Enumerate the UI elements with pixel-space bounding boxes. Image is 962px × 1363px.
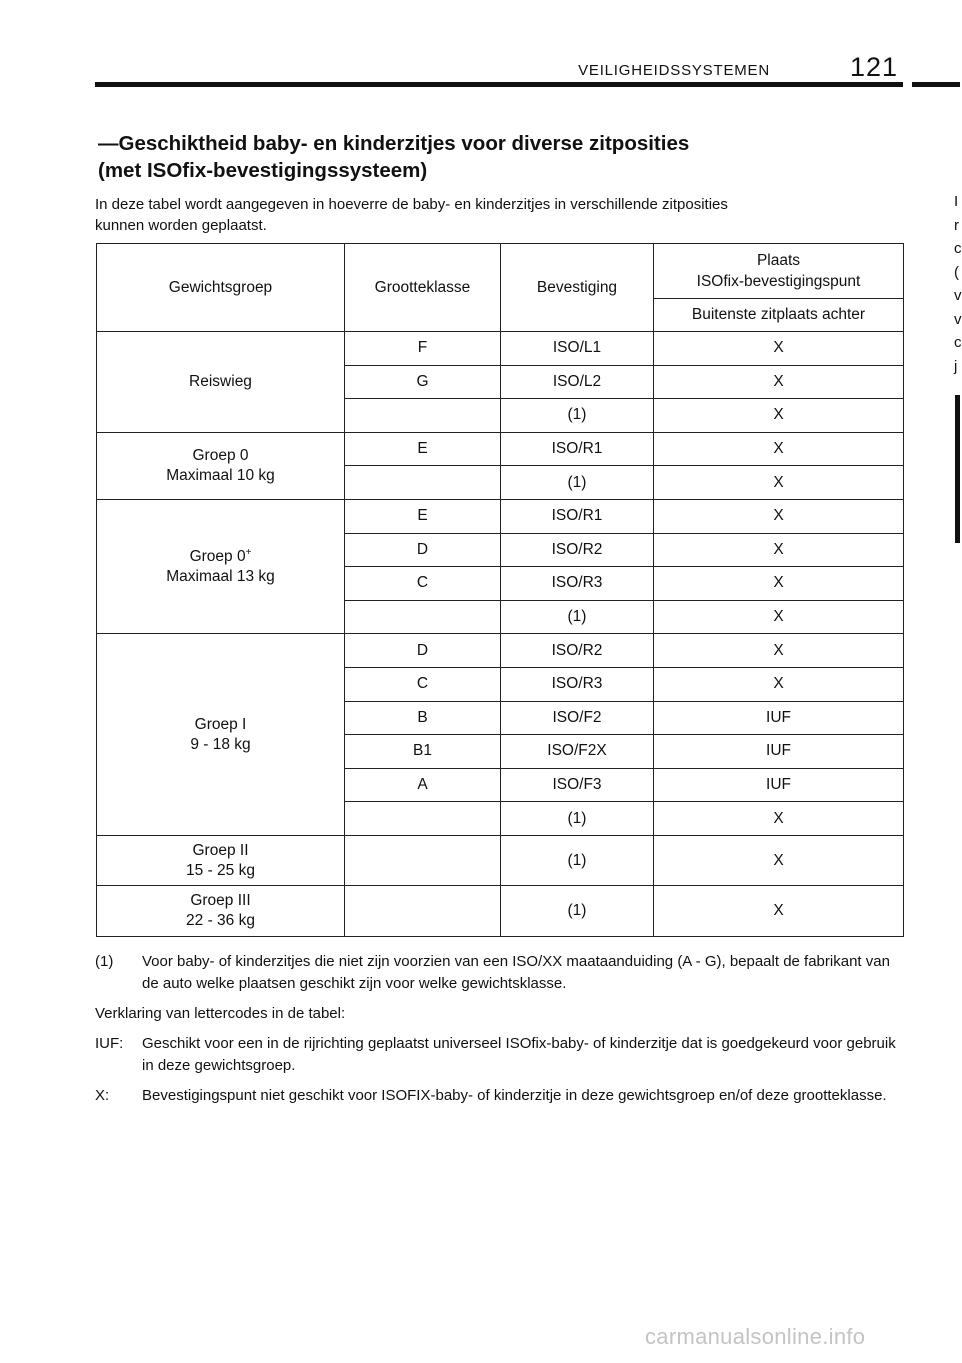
edge-letter: (	[954, 263, 959, 281]
weight-group-range: 9 - 18 kg	[190, 735, 251, 753]
weight-group-range: Maximaal 10 kg	[166, 466, 275, 484]
legend-title: Verklaring van lettercodes in de tabel:	[95, 1005, 346, 1022]
table-body	[97, 332, 904, 937]
suitability-cell: X	[654, 802, 904, 836]
suitability-cell: X	[654, 365, 904, 399]
size-class-cell: D	[345, 533, 501, 567]
weight-group-name	[101, 715, 340, 735]
weight-group-name-text: Groep III	[190, 892, 251, 910]
suitability-cell: X	[654, 332, 904, 366]
intro-paragraph	[95, 194, 895, 236]
footnotes	[95, 951, 905, 1107]
footnote-1-key: (1)	[95, 953, 114, 970]
fixture-cell: (1)	[501, 802, 654, 836]
suitability-cell: X	[654, 533, 904, 567]
suitability-cell: X	[654, 886, 904, 937]
intro-line-1: In deze tabel wordt aangegeven in hoeverre de baby- en kinderzitjes in verschillende zitposities	[95, 196, 728, 213]
suitability-cell: X	[654, 634, 904, 668]
weight-group-range: Maximaal 13 kg	[166, 567, 275, 585]
footnote-1-text: Voor baby- of kinderzitjes die niet zijn voorzien van een ISO/XX maataanduiding (A - G), bepaalt de fabrikant van de auto welke plaatsen geschikt zijn voor welke gewichtsklasse.	[142, 953, 890, 992]
fixture-cell: (1)	[501, 399, 654, 433]
edge-letter: r	[954, 216, 959, 234]
legend-x-key: X:	[95, 1087, 110, 1104]
size-class-cell	[345, 835, 501, 886]
size-class-cell: B1	[345, 735, 501, 769]
size-class-cell: G	[345, 365, 501, 399]
fixture-cell: ISO/R2	[501, 533, 654, 567]
isofix-suitability-table	[96, 243, 904, 937]
fixture-cell: ISO/R3	[501, 667, 654, 701]
fixture-cell: ISO/L1	[501, 332, 654, 366]
header-place-line-1: Plaats	[756, 252, 801, 269]
edge-letter: j	[954, 357, 958, 375]
suitability-cell: IUF	[654, 701, 904, 735]
section-heading	[98, 130, 858, 184]
weight-group-cell	[97, 634, 345, 836]
edge-letter: c	[954, 240, 962, 257]
fixture-cell: ISO/R1	[501, 432, 654, 466]
weight-group-superscript: +	[245, 546, 252, 558]
next-page-edge-letters	[954, 190, 960, 378]
suitability-cell: IUF	[654, 735, 904, 769]
size-class-cell	[345, 802, 501, 836]
suitability-cell: X	[654, 667, 904, 701]
suitability-cell: X	[654, 600, 904, 634]
legend-iuf	[95, 1033, 905, 1077]
header-position: Buitenste zitplaats achter	[654, 299, 904, 332]
fixture-cell: (1)	[501, 600, 654, 634]
fixture-cell: ISO/L2	[501, 365, 654, 399]
table-row	[97, 499, 904, 533]
header-size-class: Grootteklasse	[345, 244, 501, 332]
table-row	[97, 432, 904, 466]
edge-letter: v	[954, 310, 962, 328]
weight-group-name-text: Reiswieg	[189, 372, 252, 390]
fixture-cell: ISO/F2	[501, 701, 654, 735]
weight-group-name-text: Groep 0	[189, 547, 246, 565]
header-rule	[95, 82, 903, 87]
fixture-cell: ISO/R1	[501, 499, 654, 533]
fixture-cell: (1)	[501, 886, 654, 937]
weight-group-cell	[97, 835, 345, 886]
weight-group-range: 15 - 25 kg	[186, 861, 255, 879]
weight-group-name	[101, 547, 340, 567]
edge-letter: v	[954, 287, 962, 304]
weight-group-cell	[97, 499, 345, 633]
fixture-cell: ISO/R2	[501, 634, 654, 668]
size-class-cell: F	[345, 332, 501, 366]
header-place-line-2: ISOfix-bevestigingspunt	[696, 273, 861, 290]
heading-line-1: —Geschiktheid baby- en kinderzitjes voor diverse zitposities	[98, 132, 690, 155]
header-weight-group: Gewichtsgroep	[97, 244, 345, 332]
header-place	[654, 244, 904, 299]
legend-x	[95, 1085, 905, 1107]
edge-letter: I	[954, 193, 959, 210]
footnote-1	[95, 951, 905, 995]
suitability-cell: X	[654, 835, 904, 886]
weight-group-name	[101, 446, 340, 466]
table-row	[97, 886, 904, 937]
size-class-cell: C	[345, 667, 501, 701]
header-fixture: Bevestiging	[501, 244, 654, 332]
size-class-cell: B	[345, 701, 501, 735]
fixture-cell: (1)	[501, 466, 654, 500]
table-row	[97, 332, 904, 366]
weight-group-name	[101, 841, 340, 861]
size-class-cell	[345, 466, 501, 500]
weight-group-name-text: Groep 0	[192, 446, 249, 464]
fixture-cell: (1)	[501, 835, 654, 886]
suitability-cell: IUF	[654, 768, 904, 802]
heading-line-2: (met ISOfix-bevestigingssysteem)	[98, 159, 428, 182]
suitability-cell: X	[654, 399, 904, 433]
weight-group-name	[101, 372, 340, 392]
header-rule-stub	[912, 82, 960, 87]
size-class-cell: A	[345, 768, 501, 802]
weight-group-name-text: Groep I	[194, 715, 247, 733]
watermark-link[interactable]: carmanualsonline.info	[645, 1324, 866, 1349]
fixture-cell: ISO/F3	[501, 768, 654, 802]
size-class-cell: C	[345, 567, 501, 601]
suitability-cell: X	[654, 432, 904, 466]
size-class-cell	[345, 399, 501, 433]
legend-iuf-key: IUF:	[95, 1035, 124, 1052]
section-title: VEILIGHEIDSSYSTEMEN	[578, 62, 770, 79]
size-class-cell: E	[345, 499, 501, 533]
size-class-cell	[345, 600, 501, 634]
weight-group-cell	[97, 332, 345, 433]
size-class-cell: E	[345, 432, 501, 466]
table-row	[97, 634, 904, 668]
weight-group-cell	[97, 432, 345, 499]
weight-group-name-text: Groep II	[192, 841, 249, 859]
legend-x-text: Bevestigingspunt niet geschikt voor ISOFIX-baby- of kinderzitje in deze gewichtsgroep en/of deze grootteklasse.	[142, 1087, 887, 1104]
page-number: 121	[850, 52, 899, 82]
suitability-cell: X	[654, 567, 904, 601]
suitability-cell: X	[654, 466, 904, 500]
suitability-cell: X	[654, 499, 904, 533]
weight-group-name	[101, 891, 340, 911]
weight-group-range: 22 - 36 kg	[186, 912, 255, 930]
intro-line-2: kunnen worden geplaatst.	[95, 217, 267, 234]
table-row	[97, 835, 904, 886]
weight-group-cell	[97, 886, 345, 937]
thumb-index-bar	[955, 395, 960, 543]
size-class-cell: D	[345, 634, 501, 668]
legend-iuf-text: Geschikt voor een in de rijrichting geplaatst universeel ISOfix-baby- of kinderzitje dat is goedgekeurd voor gebruik in deze gewichtsgroep.	[142, 1035, 896, 1074]
size-class-cell	[345, 886, 501, 937]
fixture-cell: ISO/R3	[501, 567, 654, 601]
fixture-cell: ISO/F2X	[501, 735, 654, 769]
edge-letter: c	[954, 334, 962, 351]
